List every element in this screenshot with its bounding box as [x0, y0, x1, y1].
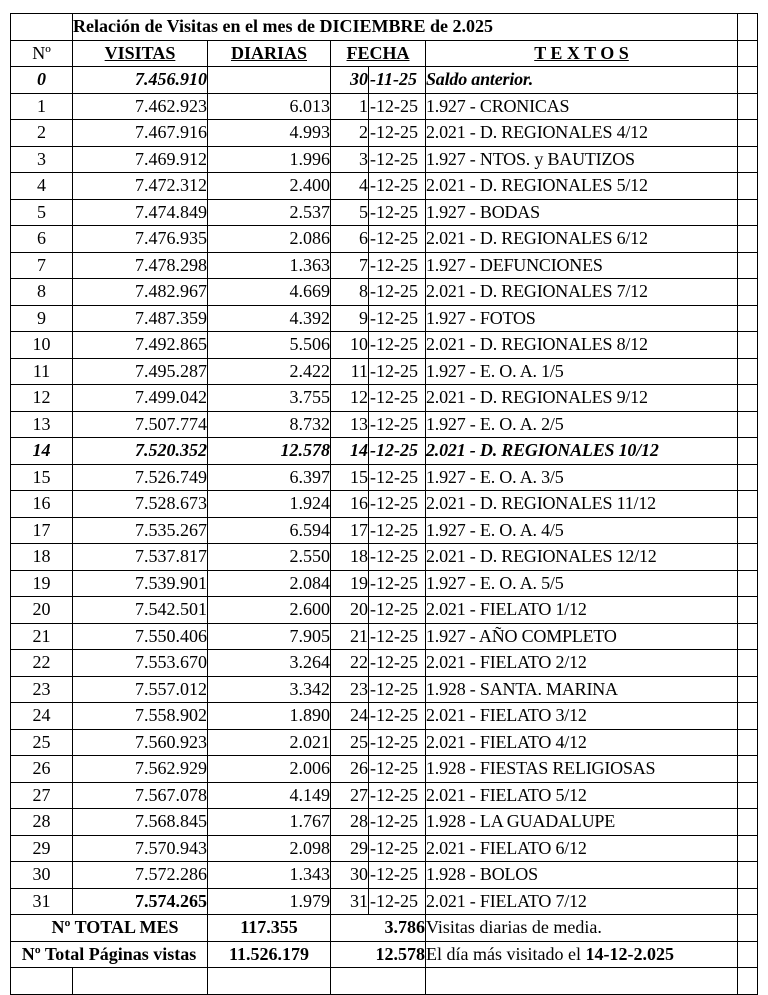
row-diarias: 6.594	[208, 517, 331, 544]
header-row	[11, 40, 758, 67]
row-visitas: 7.469.912	[73, 146, 208, 173]
max-text-prefix: El día más visitado el	[426, 943, 586, 964]
row-fecha-month: -12-25	[369, 782, 426, 809]
total-mes-row	[11, 915, 758, 942]
row-visitas: 7.495.287	[73, 358, 208, 385]
row-number: 30	[11, 862, 73, 889]
header-visitas: VISITAS	[73, 40, 208, 67]
row-texto: 1.927 - E. O. A. 4/5	[426, 517, 738, 544]
row-fecha-day: 27	[331, 782, 369, 809]
row-texto: 1.927 - DEFUNCIONES	[426, 252, 738, 279]
row-number: 28	[11, 809, 73, 836]
row-fecha-day: 4	[331, 173, 369, 200]
row-number: 19	[11, 570, 73, 597]
row-texto: 1.927 - NTOS. y BAUTIZOS	[426, 146, 738, 173]
row-texto: 2.021 - D. REGIONALES 12/12	[426, 544, 738, 571]
row-fecha-day: 7	[331, 252, 369, 279]
row-visitas: 7.487.359	[73, 305, 208, 332]
row-number: 24	[11, 703, 73, 730]
row-fecha-day: 21	[331, 623, 369, 650]
row-fecha-month: -12-25	[369, 226, 426, 253]
row-fecha-day: 26	[331, 756, 369, 783]
max-value: 12.578	[331, 941, 426, 968]
row-number: 3	[11, 146, 73, 173]
table-row	[11, 517, 758, 544]
table-row	[11, 703, 758, 730]
row-fecha-month: -12-25	[369, 676, 426, 703]
table-row	[11, 676, 758, 703]
title-row	[11, 14, 758, 41]
table-row	[11, 544, 758, 571]
row-fecha-month: -12-25	[369, 597, 426, 624]
table-row	[11, 464, 758, 491]
row-fecha-month: -12-25	[369, 835, 426, 862]
row-visitas: 7.572.286	[73, 862, 208, 889]
row-fecha-month: -12-25	[369, 332, 426, 359]
row-diarias: 6.397	[208, 464, 331, 491]
row-texto: 1.928 - LA GUADALUPE	[426, 809, 738, 836]
row-fecha-day: 29	[331, 835, 369, 862]
row-diarias: 3.755	[208, 385, 331, 412]
table-row	[11, 756, 758, 783]
row-fecha-month: -12-25	[369, 570, 426, 597]
header-num: Nº	[11, 40, 73, 67]
row-fecha-day: 15	[331, 464, 369, 491]
row-visitas: 7.476.935	[73, 226, 208, 253]
row-number: 7	[11, 252, 73, 279]
row-number: 20	[11, 597, 73, 624]
max-date: 14-12-2.025	[585, 943, 674, 964]
max-text	[426, 941, 738, 968]
paginas-value: 11.526.179	[208, 941, 331, 968]
table-row	[11, 146, 758, 173]
row-diarias: 2.098	[208, 835, 331, 862]
header-diarias: DIARIAS	[208, 40, 331, 67]
table-row	[11, 888, 758, 915]
table-row	[11, 358, 758, 385]
row-diarias: 4.149	[208, 782, 331, 809]
row-fecha-day: 30	[331, 67, 369, 94]
row-texto: 1.928 - FIESTAS RELIGIOSAS	[426, 756, 738, 783]
row-fecha-month: -12-25	[369, 888, 426, 915]
row-texto: 1.928 - BOLOS	[426, 862, 738, 889]
row-number: 14	[11, 438, 73, 465]
paginas-row	[11, 941, 758, 968]
row-fecha-month: -12-25	[369, 729, 426, 756]
row-texto: 2.021 - D. REGIONALES 5/12	[426, 173, 738, 200]
row-visitas: 7.526.749	[73, 464, 208, 491]
table-row	[11, 862, 758, 889]
visits-table	[10, 13, 758, 995]
row-visitas: 7.560.923	[73, 729, 208, 756]
row-number: 13	[11, 411, 73, 438]
row-visitas: 7.550.406	[73, 623, 208, 650]
sheet-title: Relación de Visitas en el mes de DICIEMBRE de 2.025	[73, 14, 738, 41]
row-fecha-month: -12-25	[369, 411, 426, 438]
row-fecha-day: 5	[331, 199, 369, 226]
row-visitas: 7.535.267	[73, 517, 208, 544]
row-visitas: 7.507.774	[73, 411, 208, 438]
row-fecha-month: -12-25	[369, 862, 426, 889]
row-texto: 1.928 - SANTA. MARINA	[426, 676, 738, 703]
row-fecha-day: 1	[331, 93, 369, 120]
media-text: Visitas diarias de media.	[426, 915, 738, 942]
table-row	[11, 491, 758, 518]
row-number: 31	[11, 888, 73, 915]
row-fecha-month: -12-25	[369, 279, 426, 306]
row-fecha-month: -12-25	[369, 199, 426, 226]
row-texto: 2.021 - FIELATO 7/12	[426, 888, 738, 915]
row-number: 5	[11, 199, 73, 226]
row-fecha-day: 31	[331, 888, 369, 915]
row-fecha-day: 25	[331, 729, 369, 756]
row-fecha-day: 24	[331, 703, 369, 730]
row-visitas: 7.499.042	[73, 385, 208, 412]
row-diarias: 3.342	[208, 676, 331, 703]
table-row	[11, 67, 758, 94]
row-fecha-month: -12-25	[369, 544, 426, 571]
row-texto: 2.021 - FIELATO 5/12	[426, 782, 738, 809]
total-mes-value: 117.355	[208, 915, 331, 942]
row-texto: 2.021 - D. REGIONALES 4/12	[426, 120, 738, 147]
row-fecha-day: 30	[331, 862, 369, 889]
row-fecha-month: -12-25	[369, 305, 426, 332]
row-fecha-month: -12-25	[369, 385, 426, 412]
row-number: 22	[11, 650, 73, 677]
row-visitas: 7.482.967	[73, 279, 208, 306]
row-diarias: 2.422	[208, 358, 331, 385]
row-fecha-month: -12-25	[369, 120, 426, 147]
row-fecha-day: 6	[331, 226, 369, 253]
table-row	[11, 570, 758, 597]
row-number: 27	[11, 782, 73, 809]
row-diarias: 1.979	[208, 888, 331, 915]
row-fecha-day: 13	[331, 411, 369, 438]
row-fecha-month: -12-25	[369, 517, 426, 544]
row-visitas: 7.528.673	[73, 491, 208, 518]
row-fecha-day: 16	[331, 491, 369, 518]
row-visitas: 7.467.916	[73, 120, 208, 147]
row-number: 1	[11, 93, 73, 120]
row-fecha-day: 8	[331, 279, 369, 306]
row-texto: 2.021 - FIELATO 4/12	[426, 729, 738, 756]
row-fecha-month: -12-25	[369, 438, 426, 465]
row-number: 23	[11, 676, 73, 703]
row-texto: 2.021 - D. REGIONALES 8/12	[426, 332, 738, 359]
table-row	[11, 93, 758, 120]
row-visitas: 7.520.352	[73, 438, 208, 465]
table-row	[11, 411, 758, 438]
row-visitas: 7.478.298	[73, 252, 208, 279]
row-number: 16	[11, 491, 73, 518]
row-visitas: 7.462.923	[73, 93, 208, 120]
table-row	[11, 199, 758, 226]
row-number: 17	[11, 517, 73, 544]
row-fecha-month: -12-25	[369, 252, 426, 279]
row-texto: 2.021 - D. REGIONALES 11/12	[426, 491, 738, 518]
paginas-label: Nº Total Páginas vistas	[11, 941, 208, 968]
row-fecha-month: -12-25	[369, 623, 426, 650]
row-visitas: 7.492.865	[73, 332, 208, 359]
row-visitas: 7.570.943	[73, 835, 208, 862]
row-number: 29	[11, 835, 73, 862]
row-fecha-day: 22	[331, 650, 369, 677]
table-row	[11, 305, 758, 332]
row-texto: 1.927 - FOTOS	[426, 305, 738, 332]
row-texto: 2.021 - FIELATO 6/12	[426, 835, 738, 862]
table-row	[11, 438, 758, 465]
row-texto: 2.021 - FIELATO 2/12	[426, 650, 738, 677]
row-number: 21	[11, 623, 73, 650]
row-texto: 1.927 - CRONICAS	[426, 93, 738, 120]
row-diarias: 2.400	[208, 173, 331, 200]
table-row	[11, 173, 758, 200]
row-diarias: 3.264	[208, 650, 331, 677]
row-number: 2	[11, 120, 73, 147]
row-fecha-month: -12-25	[369, 93, 426, 120]
row-visitas: 7.456.910	[73, 67, 208, 94]
row-diarias: 4.392	[208, 305, 331, 332]
table-row	[11, 279, 758, 306]
row-diarias: 5.506	[208, 332, 331, 359]
row-visitas: 7.474.849	[73, 199, 208, 226]
table-row	[11, 650, 758, 677]
row-number: 18	[11, 544, 73, 571]
total-mes-label: Nº TOTAL MES	[11, 915, 208, 942]
row-texto: 1.927 - AÑO COMPLETO	[426, 623, 738, 650]
row-texto: 1.927 - E. O. A. 3/5	[426, 464, 738, 491]
row-fecha-day: 23	[331, 676, 369, 703]
row-diarias	[208, 67, 331, 94]
row-visitas: 7.567.078	[73, 782, 208, 809]
table-row	[11, 385, 758, 412]
row-texto: Saldo anterior.	[426, 67, 738, 94]
row-number: 15	[11, 464, 73, 491]
row-texto: 2.021 - D. REGIONALES 9/12	[426, 385, 738, 412]
row-visitas: 7.557.012	[73, 676, 208, 703]
row-fecha-month: -12-25	[369, 809, 426, 836]
row-number: 11	[11, 358, 73, 385]
row-visitas: 7.539.901	[73, 570, 208, 597]
row-fecha-month: -12-25	[369, 491, 426, 518]
row-fecha-day: 12	[331, 385, 369, 412]
row-visitas: 7.553.670	[73, 650, 208, 677]
row-texto: 1.927 - E. O. A. 5/5	[426, 570, 738, 597]
row-texto: 1.927 - E. O. A. 1/5	[426, 358, 738, 385]
header-fecha: FECHA	[331, 40, 426, 67]
table-row	[11, 782, 758, 809]
row-fecha-day: 14	[331, 438, 369, 465]
row-diarias: 8.732	[208, 411, 331, 438]
table-row	[11, 332, 758, 359]
row-fecha-day: 19	[331, 570, 369, 597]
row-fecha-day: 9	[331, 305, 369, 332]
row-number: 10	[11, 332, 73, 359]
header-textos: T E X T O S	[426, 40, 738, 67]
table-row	[11, 835, 758, 862]
media-value: 3.786	[331, 915, 426, 942]
row-texto: 2.021 - D. REGIONALES 10/12	[426, 438, 738, 465]
row-fecha-month: -12-25	[369, 146, 426, 173]
row-diarias: 2.006	[208, 756, 331, 783]
row-texto: 2.021 - D. REGIONALES 6/12	[426, 226, 738, 253]
table-row	[11, 623, 758, 650]
row-fecha-month: -12-25	[369, 756, 426, 783]
row-number: 9	[11, 305, 73, 332]
table-row	[11, 597, 758, 624]
table-row	[11, 120, 758, 147]
row-diarias: 2.537	[208, 199, 331, 226]
row-texto: 2.021 - D. REGIONALES 7/12	[426, 279, 738, 306]
row-fecha-day: 2	[331, 120, 369, 147]
row-texto: 2.021 - FIELATO 1/12	[426, 597, 738, 624]
row-number: 4	[11, 173, 73, 200]
row-diarias: 6.013	[208, 93, 331, 120]
row-fecha-day: 18	[331, 544, 369, 571]
row-number: 26	[11, 756, 73, 783]
table-row	[11, 809, 758, 836]
row-texto: 1.927 - BODAS	[426, 199, 738, 226]
row-visitas: 7.562.929	[73, 756, 208, 783]
row-diarias: 1.343	[208, 862, 331, 889]
row-diarias: 2.550	[208, 544, 331, 571]
table-row	[11, 226, 758, 253]
row-fecha-month: -12-25	[369, 650, 426, 677]
row-diarias: 1.767	[208, 809, 331, 836]
row-fecha-day: 20	[331, 597, 369, 624]
row-diarias: 4.993	[208, 120, 331, 147]
table-row	[11, 252, 758, 279]
row-fecha-day: 11	[331, 358, 369, 385]
row-visitas: 7.542.501	[73, 597, 208, 624]
row-diarias: 1.890	[208, 703, 331, 730]
row-visitas: 7.472.312	[73, 173, 208, 200]
row-number: 6	[11, 226, 73, 253]
row-diarias: 4.669	[208, 279, 331, 306]
row-fecha-month: -12-25	[369, 464, 426, 491]
row-visitas: 7.568.845	[73, 809, 208, 836]
row-fecha-month: -12-25	[369, 703, 426, 730]
row-texto: 2.021 - FIELATO 3/12	[426, 703, 738, 730]
row-fecha-day: 17	[331, 517, 369, 544]
row-diarias: 1.924	[208, 491, 331, 518]
row-fecha-day: 28	[331, 809, 369, 836]
row-fecha-day: 3	[331, 146, 369, 173]
row-diarias: 1.363	[208, 252, 331, 279]
row-diarias: 2.086	[208, 226, 331, 253]
row-number: 12	[11, 385, 73, 412]
row-visitas: 7.574.265	[73, 888, 208, 915]
row-number: 0	[11, 67, 73, 94]
row-visitas: 7.537.817	[73, 544, 208, 571]
row-visitas: 7.558.902	[73, 703, 208, 730]
row-diarias: 2.084	[208, 570, 331, 597]
table-row	[11, 729, 758, 756]
row-diarias: 12.578	[208, 438, 331, 465]
row-fecha-day: 10	[331, 332, 369, 359]
row-diarias: 1.996	[208, 146, 331, 173]
row-diarias: 2.600	[208, 597, 331, 624]
row-fecha-month: -11-25	[369, 67, 426, 94]
row-fecha-month: -12-25	[369, 173, 426, 200]
row-diarias: 7.905	[208, 623, 331, 650]
row-diarias: 2.021	[208, 729, 331, 756]
row-number: 8	[11, 279, 73, 306]
empty-row	[11, 968, 758, 995]
row-texto: 1.927 - E. O. A. 2/5	[426, 411, 738, 438]
row-number: 25	[11, 729, 73, 756]
row-fecha-month: -12-25	[369, 358, 426, 385]
